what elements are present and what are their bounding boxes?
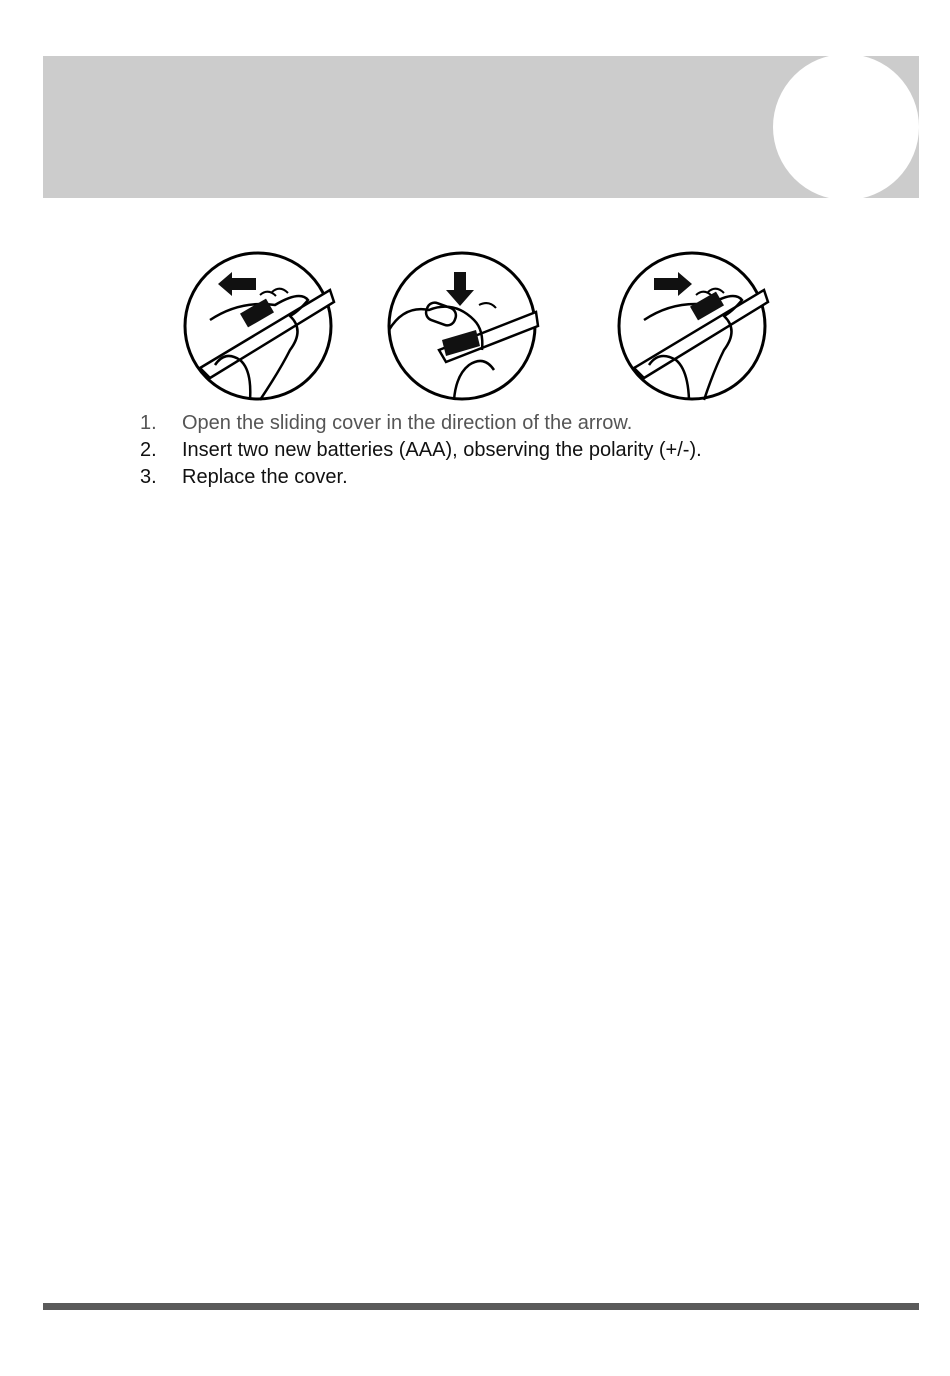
header-circle-tab: [773, 56, 919, 198]
step-1: [140, 410, 702, 437]
open-cover-illustration: [180, 250, 336, 402]
battery-steps-list: [140, 410, 702, 491]
replace-cover-drawing: [614, 250, 770, 402]
step-number: 2.: [140, 439, 157, 461]
step-2: [140, 437, 702, 464]
footer-rule: [43, 1303, 919, 1310]
replace-cover-illustration: [614, 250, 770, 402]
header-band: [43, 56, 919, 198]
open-cover-drawing: [180, 250, 336, 402]
insert-batteries-drawing: [384, 250, 540, 402]
step-number: 1.: [140, 412, 157, 434]
step-3: [140, 464, 702, 491]
step-text: Replace the cover.: [182, 466, 348, 488]
step-text: Open the sliding cover in the direction of the arrow.: [182, 412, 633, 434]
battery-illustrations: [176, 250, 776, 405]
step-text: Insert two new batteries (AAA), observing the polarity (+/-).: [182, 439, 702, 461]
step-number: 3.: [140, 466, 157, 488]
insert-batteries-illustration: [384, 250, 540, 402]
